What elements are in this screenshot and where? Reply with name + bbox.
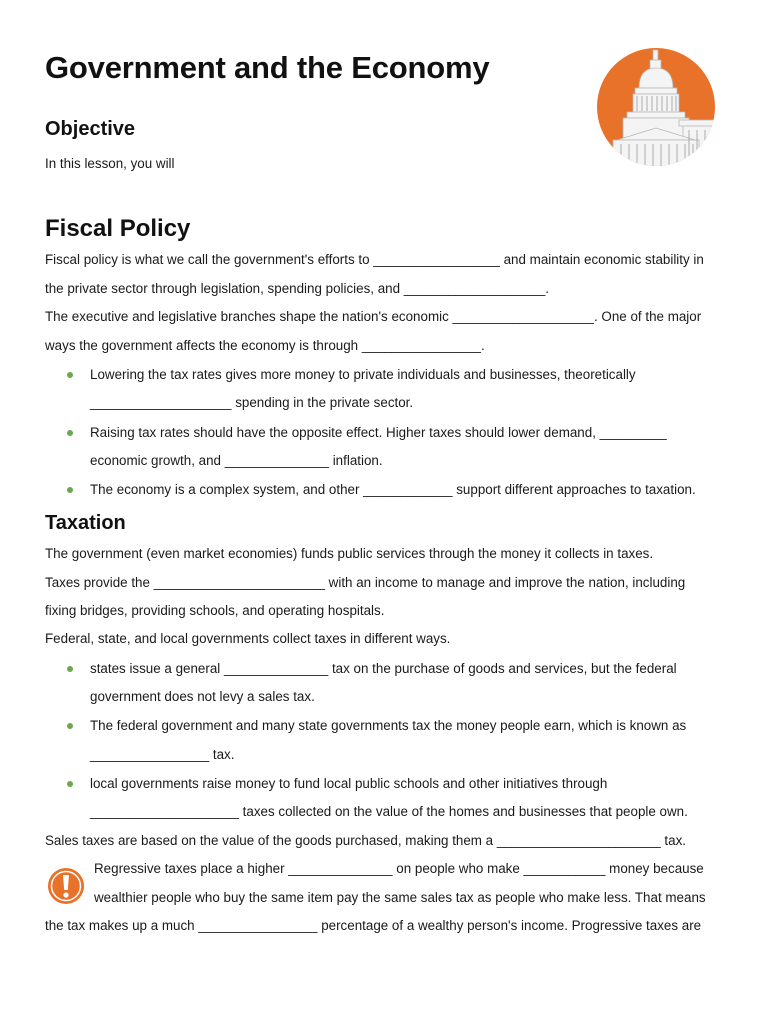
fiscal-line: Fiscal policy is what we call the government's efforts to _________________ and maintain economic stability in (45, 252, 704, 267)
objective-text: In this lesson, you will (45, 156, 175, 171)
bullet-dot (67, 372, 73, 378)
taxation-line: Taxes provide the _______________________ with an income to manage and improve the nation, including (45, 575, 686, 590)
capitol-building-icon (595, 44, 717, 170)
taxation-line: fixing bridges, providing schools, and operating hospitals. (45, 603, 385, 618)
taxation-bullet-text: states issue a general ______________ tax on the purchase of goods and services, but the federal (90, 661, 677, 676)
fiscal-line: The executive and legislative branches shape the nation's economic ___________________. One of the major (45, 309, 702, 324)
taxation-bullet-text: The federal government and many state governments tax the money people earn, which is known as (90, 718, 687, 733)
fiscal-bullet-text: The economy is a complex system, and other ____________ support different approaches to taxation. (90, 482, 696, 497)
fiscal-bullet-text: Raising tax rates should have the opposite effect. Higher taxes should lower demand, _________ (90, 425, 667, 440)
note-line: the tax makes up a much ________________ percentage of a wealthy person's income. Progressive taxes are (45, 918, 702, 933)
note-line: Regressive taxes place a higher ______________ on people who make ___________ money because (94, 861, 704, 876)
fiscal-line: the private sector through legislation, spending policies, and ___________________. (45, 281, 550, 296)
taxation-bullet-text: ____________________ taxes collected on the value of the homes and businesses that people own. (90, 804, 688, 819)
fiscal-policy-heading: Fiscal Policy (45, 215, 191, 242)
taxation-bullet-text: local governments raise money to fund local public schools and other initiatives through (90, 776, 608, 791)
bullet-dot (67, 723, 73, 729)
objective-heading: Objective (45, 118, 136, 140)
bullet-dot (67, 781, 73, 787)
fiscal-line: ways the government affects the economy is through ________________. (45, 338, 485, 353)
taxation-heading: Taxation (45, 512, 126, 534)
bullet-dot (67, 666, 73, 672)
taxation-after-text: Sales taxes are based on the value of the goods purchased, making them a ______________________ tax. (45, 833, 686, 848)
fiscal-bullet-text: Lowering the tax rates gives more money to private individuals and businesses, theoretically (90, 367, 636, 382)
taxation-bullet-text: ________________ tax. (90, 747, 235, 762)
taxation-line: The government (even market economies) funds public services through the money it collects in taxes. (45, 546, 654, 561)
note-line: wealthier people who buy the same item pay the same sales tax as people who make less. That means (94, 890, 706, 905)
fiscal-bullet-text: ___________________ spending in the private sector. (90, 395, 414, 410)
bullet-dot (67, 487, 73, 493)
exclamation-icon (46, 866, 86, 906)
fiscal-bullet-text: economic growth, and ______________ inflation. (90, 453, 383, 468)
page-title: Government and the Economy (45, 50, 490, 85)
taxation-line: Federal, state, and local governments collect taxes in different ways. (45, 631, 451, 646)
bullet-dot (67, 430, 73, 436)
taxation-bullet-text: government does not levy a sales tax. (90, 689, 315, 704)
